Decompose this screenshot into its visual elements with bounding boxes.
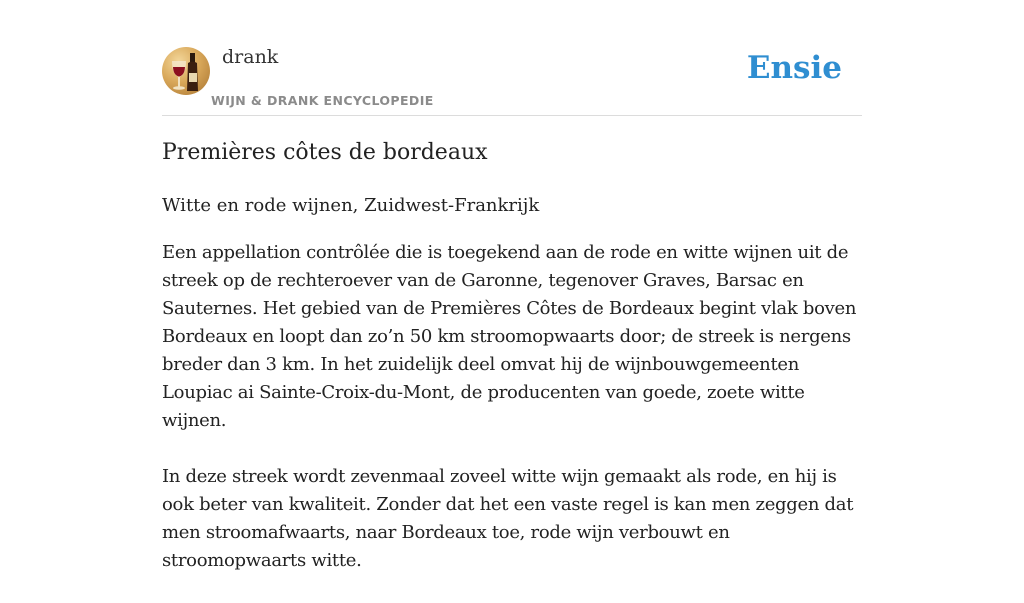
article-paragraph: Een appellation contrôlée die is toegekend aan de rode en witte wijnen uit de streek op de rechteroever van de Garonne, tegenover Graves, Barsac en Sauternes. Het gebied van de Premières Côtes de Bordeaux begint vlak boven Bordeaux en loopt dan zo’n 50 km stroomopwaarts door; de streek is nergens breder dan 3 km. In het zuidelijk deel omvat hij de wijnbouwgemeenten Loupiac ai Sainte-Croix-du-Mont, de producenten van goede, zoete witte wijnen. bbox=[162, 242, 857, 431]
article-paragraph: In deze streek wordt zevenmaal zoveel witte wijn gemaakt als rode, en hij is ook beter van kwaliteit. Zonder dat het een vaste regel is kan men zeggen dat men stroomafwaarts, naar Bordeaux toe, rode wijn verbouwt en stroomopwaarts witte. bbox=[162, 466, 854, 571]
category-avatar[interactable] bbox=[162, 47, 210, 95]
header-divider bbox=[162, 115, 862, 116]
article-body bbox=[162, 239, 862, 603]
brand-logo[interactable]: Ensie bbox=[746, 50, 842, 86]
article-lead: Witte en rode wijnen, Zuidwest-Frankrijk bbox=[162, 195, 540, 216]
wine-glass-and-bottle-icon bbox=[162, 47, 210, 95]
article-title: Premières côtes de bordeaux bbox=[162, 140, 488, 165]
category-name[interactable]: drank bbox=[222, 46, 279, 68]
encyclopedia-subtitle[interactable]: WIJN & DRANK ENCYCLOPEDIE bbox=[211, 93, 434, 108]
